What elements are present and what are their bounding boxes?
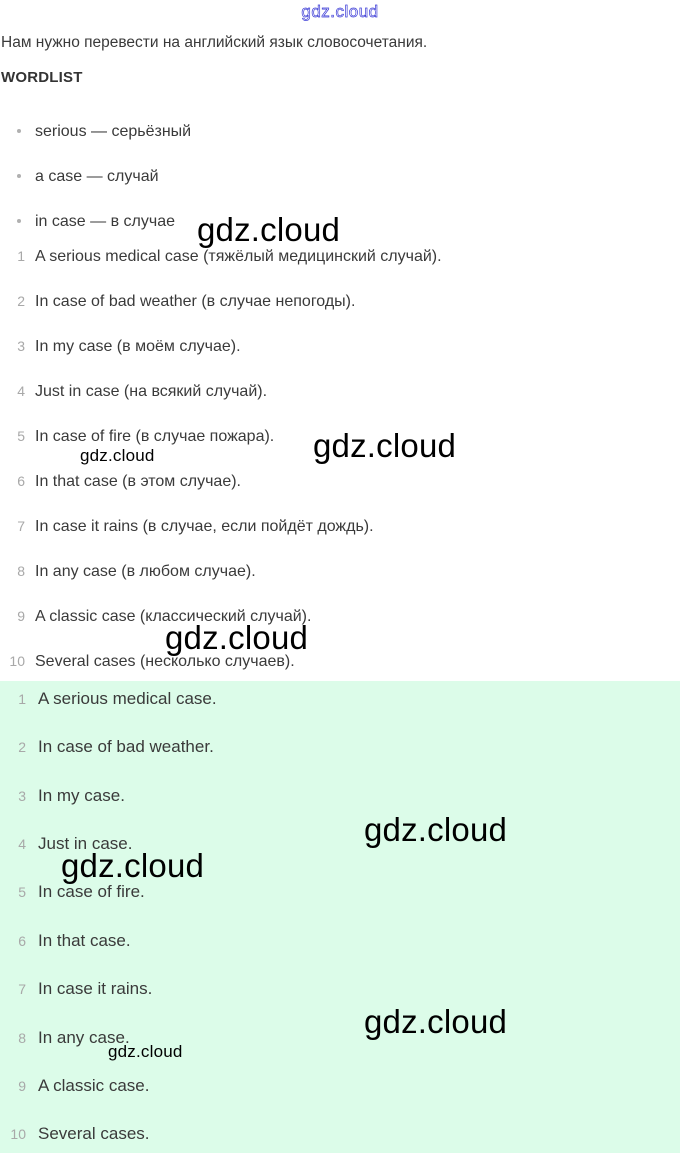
- item-text: Several cases (несколько случаев).: [35, 653, 295, 670]
- bullet-icon: [17, 129, 21, 133]
- exercise-item: [0, 563, 256, 581]
- answer-text: In my case.: [38, 786, 125, 805]
- bullet-icon: [17, 174, 21, 178]
- wordlist-heading: WORDLIST: [1, 69, 83, 86]
- wordlist-item-text: serious — серьёзный: [35, 123, 192, 140]
- exercise-item: [0, 293, 355, 311]
- wordlist-item-text: in case — в случае: [35, 213, 175, 230]
- item-number: 2: [17, 293, 25, 309]
- answer-item: [0, 1076, 150, 1096]
- watermark: gdz.cloud: [165, 619, 309, 656]
- item-text: In case of bad weather (в случае непогоды).: [35, 293, 356, 310]
- exercise-item: [0, 248, 442, 266]
- answer-item: [0, 786, 125, 806]
- item-text: In that case (в этом случае).: [35, 473, 241, 490]
- answer-item: [0, 737, 214, 757]
- answer-number: 2: [18, 739, 26, 755]
- item-text: A serious medical case (тяжёлый медицинский случай).: [35, 248, 442, 265]
- watermark: gdz.cloud: [61, 847, 205, 884]
- item-number: 9: [17, 608, 25, 624]
- item-text: In my case (в моём случае).: [35, 338, 241, 355]
- wordlist-item: [17, 168, 159, 186]
- item-number: 4: [17, 383, 25, 399]
- answer-text: A classic case.: [38, 1076, 150, 1095]
- answer-item: [0, 1124, 150, 1144]
- watermark: gdz.cloud: [313, 427, 457, 464]
- watermark: gdz.cloud: [364, 1003, 508, 1040]
- item-number: 6: [17, 473, 25, 489]
- answer-text: In that case.: [38, 931, 131, 950]
- answer-item: [0, 931, 131, 951]
- answer-number: 9: [18, 1078, 26, 1094]
- item-number: 5: [17, 428, 25, 444]
- answer-item: [0, 689, 217, 709]
- site-logo[interactable]: gdz.cloud: [301, 2, 379, 21]
- item-number: 3: [17, 338, 25, 354]
- answer-text: In case of bad weather.: [38, 737, 214, 756]
- item-text: A classic case (классический случай).: [35, 608, 312, 625]
- wordlist-item: [17, 213, 175, 231]
- watermark: gdz.cloud: [364, 811, 508, 848]
- answer-text: In case of fire.: [38, 882, 145, 901]
- answer-number: 3: [18, 788, 26, 804]
- watermark: gdz.cloud: [108, 1042, 183, 1061]
- bullet-icon: [17, 219, 21, 223]
- answer-number: 5: [18, 884, 26, 900]
- answer-text: In any case.: [38, 1028, 130, 1047]
- wordlist-item-text: a case — случай: [35, 168, 159, 185]
- answer-item: [0, 979, 152, 999]
- answer-number: 4: [18, 836, 26, 852]
- answer-text: Just in case.: [38, 834, 133, 853]
- wordlist-item: [17, 123, 191, 141]
- intro-text: Нам нужно перевести на английский язык словосочетания.: [1, 34, 428, 51]
- item-number: 8: [17, 563, 25, 579]
- answer-number: 7: [18, 981, 26, 997]
- answer-block: [0, 681, 680, 1153]
- answer-text: A serious medical case.: [38, 689, 217, 708]
- watermark: gdz.cloud: [197, 211, 341, 248]
- item-text: Just in case (на всякий случай).: [35, 383, 268, 400]
- item-number: 1: [17, 248, 25, 264]
- exercise-item: [0, 383, 267, 401]
- answer-number: 10: [10, 1126, 26, 1142]
- answer-number: 1: [18, 691, 26, 707]
- answer-text: Several cases.: [38, 1124, 150, 1143]
- watermark: gdz.cloud: [80, 446, 155, 465]
- answer-number: 8: [18, 1030, 26, 1046]
- item-number: 7: [17, 518, 25, 534]
- answer-number: 6: [18, 933, 26, 949]
- exercise-item: [0, 473, 241, 491]
- item-text: In any case (в любом случае).: [35, 563, 256, 580]
- item-text: In case of fire (в случае пожара).: [35, 428, 275, 445]
- exercise-item: [0, 428, 274, 446]
- exercise-item: [0, 338, 241, 356]
- exercise-item: [0, 518, 374, 536]
- item-number: 10: [9, 653, 25, 669]
- answer-item: [0, 882, 145, 902]
- answer-text: In case it rains.: [38, 979, 153, 998]
- item-text: In case it rains (в случае, если пойдёт дождь).: [35, 518, 374, 535]
